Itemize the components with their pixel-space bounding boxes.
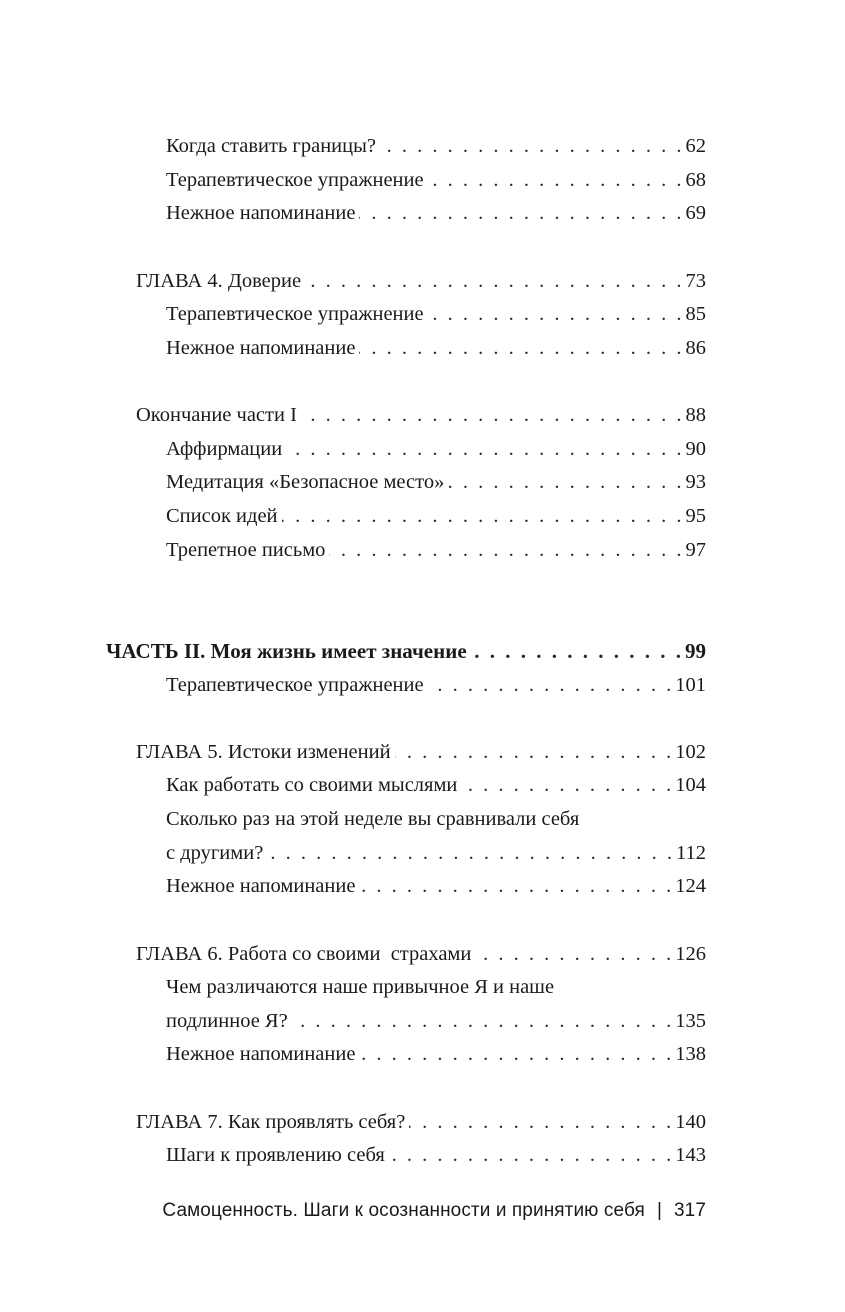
toc-entry-page: 124 [675,875,706,897]
toc-chapter [136,937,706,971]
leader-dots [380,129,682,163]
toc-entry [166,432,706,466]
toc-entry-title: с другими? [166,842,264,864]
toc-entry [166,1138,706,1172]
toc-entry-title: Когда ставить границы? [166,135,376,157]
toc-entry-title: подлинное Я? [166,1010,288,1032]
toc-entry [166,499,706,533]
toc-entry-title: Чем различаются наше привычное Я и наше [166,976,555,998]
toc-chapter [136,398,706,432]
toc-entry-page: 73 [685,270,706,292]
toc-entry-page: 85 [685,303,706,325]
toc-entry [166,1004,706,1038]
leader-dots [359,1037,671,1071]
toc-entry-page: 62 [685,135,706,157]
toc-entry-page: 104 [675,774,706,796]
leader-dots [305,264,681,298]
toc-entry-page: 97 [685,539,706,561]
leader-dots [471,634,681,668]
toc-entry [166,1037,706,1071]
leader-dots [286,432,681,466]
toc-entry-page: 138 [675,1043,706,1065]
toc-entry-title: ГЛАВА 4. Доверие [136,270,302,292]
leader-dots [409,1105,671,1139]
toc-entry-page: 140 [675,1111,706,1133]
toc-entry-title: Окончание части I [136,404,297,426]
leader-dots [329,533,681,567]
toc-part-heading [106,634,706,668]
toc-entry [166,533,706,567]
toc-entry-title: ЧАСТЬ II. Моя жизнь имеет значение [106,639,467,663]
toc-entry-line [166,970,706,1004]
toc-entry [166,196,706,230]
toc-entry-title: Нежное напоминание [166,337,356,359]
toc-entry [166,163,706,197]
toc-entry-title: ГЛАВА 5. Истоки изменений [136,741,391,763]
toc-entry [166,668,706,702]
toc-entry-title: Медитация «Безопасное место» [166,471,445,493]
leader-dots [301,398,682,432]
toc-entry-title: Терапевтическое упражнение [166,303,424,325]
toc-entry [166,836,706,870]
toc-entry-page: 93 [685,471,706,493]
leader-dots [428,297,682,331]
toc-entry-page: 101 [675,674,706,696]
leader-dots [475,937,671,971]
toc-entry [166,869,706,903]
toc-entry-title: Нежное напоминание [166,1043,356,1065]
toc-entry [166,297,706,331]
toc-entry-page: 69 [685,202,706,224]
toc-entry-title: Сколько раз на этой неделе вы сравнивали себя [166,808,580,830]
toc-entry-title: Трепетное письмо [166,539,326,561]
toc-entry-page: 143 [675,1144,706,1166]
toc-entry-page: 86 [685,337,706,359]
toc-entry-page: 99 [685,639,706,663]
toc-entry-page: 88 [685,404,706,426]
toc-entry-title: ГЛАВА 6. Работа со своими страхами [136,943,472,965]
page-number: 317 [673,1200,706,1221]
leader-dots [461,768,671,802]
leader-dots [267,836,672,870]
toc-entry-page: 68 [685,169,706,191]
leader-dots [395,735,672,769]
footer-separator: | [656,1200,662,1221]
leader-dots [282,499,682,533]
toc-entry-title: Нежное напоминание [166,202,356,224]
leader-dots [359,196,681,230]
leader-dots [448,465,681,499]
leader-dots [428,163,682,197]
toc-entry-page: 126 [675,943,706,965]
toc-chapter [136,735,706,769]
toc-entry-title: Нежное напоминание [166,875,356,897]
toc-entry-line [166,802,706,836]
leader-dots [359,869,671,903]
page-footer [0,1200,706,1222]
toc-entry-page: 102 [675,741,706,763]
toc-entry-page: 135 [675,1010,706,1032]
toc-chapter [136,264,706,298]
toc-entry-title: ГЛАВА 7. Как проявлять себя? [136,1111,406,1133]
leader-dots [359,331,681,365]
leader-dots [428,668,672,702]
toc-entry [166,129,706,163]
toc-entry [166,465,706,499]
leader-dots [292,1004,672,1038]
toc-entry [166,331,706,365]
toc-entry-page: 95 [685,505,706,527]
toc-entry-title: Список идей [166,505,278,527]
toc-entry [166,768,706,802]
toc-chapter [136,1105,706,1139]
toc-entry-title: Шаги к проявлению себя [166,1144,385,1166]
toc-entry-title: Как работать со своими мыслями [166,774,458,796]
toc-entry-title: Аффирмации [166,438,283,460]
running-title: Самоценность. Шаги к осознанности и принятию себя [162,1200,645,1221]
leader-dots [389,1138,671,1172]
toc-entry-page: 112 [676,842,706,864]
toc-entry-title: Терапевтическое упражнение [166,169,424,191]
toc-entry-title: Терапевтическое упражнение [166,674,424,696]
toc-entry-page: 90 [685,438,706,460]
